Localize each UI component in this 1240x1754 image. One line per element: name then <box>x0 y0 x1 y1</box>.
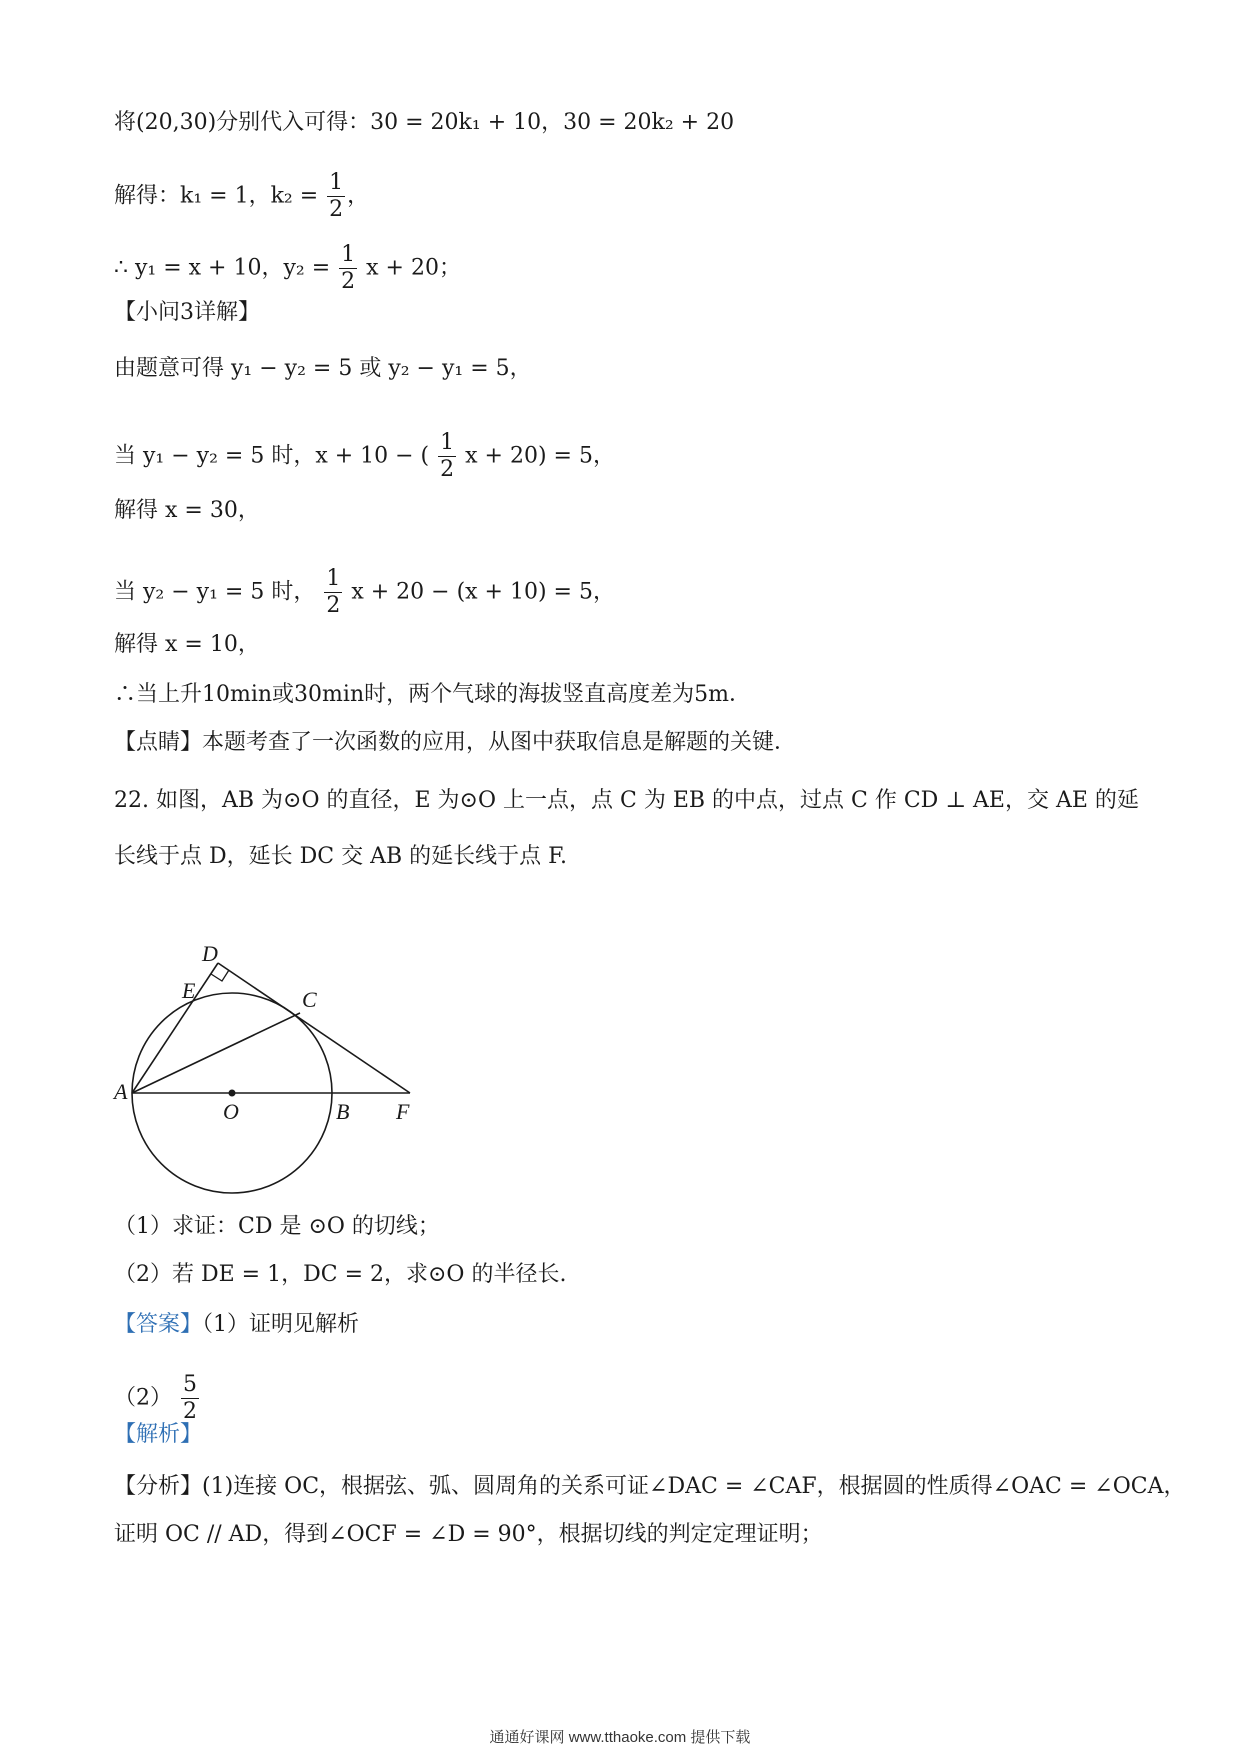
analysis-line2: 证明 OC // AD，得到∠OCF = ∠D = 90°，根据切线的判定定理证明； <box>114 1522 823 1547</box>
text: （2） <box>114 1385 172 1411</box>
answer-label: 【答案】 <box>114 1312 203 1337</box>
segment-df <box>218 963 410 1093</box>
line-case2 <box>114 566 615 619</box>
answer-1: （1）证明见解析 <box>202 1312 360 1337</box>
question-22-line1: 22. 如图，AB 为⊙O 的直径，E 为⊙O 上一点，点 C 为 EB 的中点，过点 C 作 CD ⊥ AE，交 AE 的延 <box>114 788 1139 813</box>
center-point <box>229 1090 236 1097</box>
segment-ad <box>132 963 218 1093</box>
geometry-figure <box>110 945 440 1205</box>
label-o: O <box>223 1099 239 1124</box>
fraction-eq1: $\frac{1}{2}$ <box>440 430 455 482</box>
label-c: C <box>302 987 317 1012</box>
line-functions <box>114 242 461 295</box>
line-substitute: 将(20,30)分别代入可得：30 = 20k₁ + 10，30 = 20k₂ + 20 <box>114 110 735 135</box>
label-e: E <box>182 978 196 1003</box>
fraction-y2: $\frac{1}{2}$ <box>341 242 356 294</box>
sub-question-1: （1）求证：CD 是 ⊙O 的切线； <box>114 1214 440 1239</box>
section-heading-q3: 【小问3详解】 <box>114 300 260 325</box>
line-solve-k: 解得：k₁ = 1，k₂ = $\frac{1}{2}$ ， <box>114 170 370 222</box>
analysis-line1: 【分析】(1)连接 OC，根据弦、弧、圆周角的关系可证∠DAC = ∠CAF，根据圆的性质得∠OAC = ∠OCA， <box>114 1474 1186 1499</box>
line-comment: 【点睛】本题考查了一次函数的应用，从图中获取信息是解题的关键． <box>114 730 797 755</box>
text: x + 20； <box>366 255 461 281</box>
line-case1 <box>114 430 615 483</box>
text: 当 y₂ − y₁ = 5 时， <box>114 579 316 605</box>
label-b: B <box>336 1099 350 1124</box>
text: 当 y₁ − y₂ = 5 时，x + 10 − ( <box>114 443 430 469</box>
line-solution-10: 解得 x = 10， <box>114 632 260 657</box>
segment-ac <box>132 1013 300 1093</box>
text: 解得：k₁ = 1，k₂ = <box>114 183 319 209</box>
right-angle-mark <box>211 970 229 981</box>
label-f: F <box>396 1099 410 1124</box>
answer-line1 <box>114 1310 359 1340</box>
text: ∴ y₁ = x + 10，y₂ = <box>114 255 331 281</box>
text: x + 20 − (x + 10) = 5， <box>351 579 615 605</box>
analysis-label: 【解析】 <box>114 1422 203 1447</box>
line-condition: 由题意可得 y₁ − y₂ = 5 或 y₂ − y₁ = 5， <box>114 356 532 381</box>
fraction-k2: $\frac{1}{2}$ <box>329 170 344 222</box>
line-conclusion: ∴当上升10min或30min时，两个气球的海拔竖直高度差为5m． <box>114 682 751 707</box>
question-22-line2: 长线于点 D，延长 DC 交 AB 的延长线于点 F. <box>114 844 567 869</box>
fraction-eq2: $\frac{1}{2}$ <box>326 566 341 618</box>
sub-question-2: （2）若 DE = 1，DC = 2，求⊙O 的半径长. <box>114 1262 567 1287</box>
line-solution-30: 解得 x = 30， <box>114 498 260 523</box>
answer-line2 <box>114 1372 201 1425</box>
text: x + 20) = 5， <box>465 443 615 469</box>
footer: 通通好课网 www.tthaoke.com 提供下载 <box>489 1729 751 1746</box>
fraction-answer2: $\frac{5}{2}$ <box>183 1372 197 1424</box>
label-d: D <box>202 945 218 966</box>
label-a: A <box>114 1079 128 1104</box>
